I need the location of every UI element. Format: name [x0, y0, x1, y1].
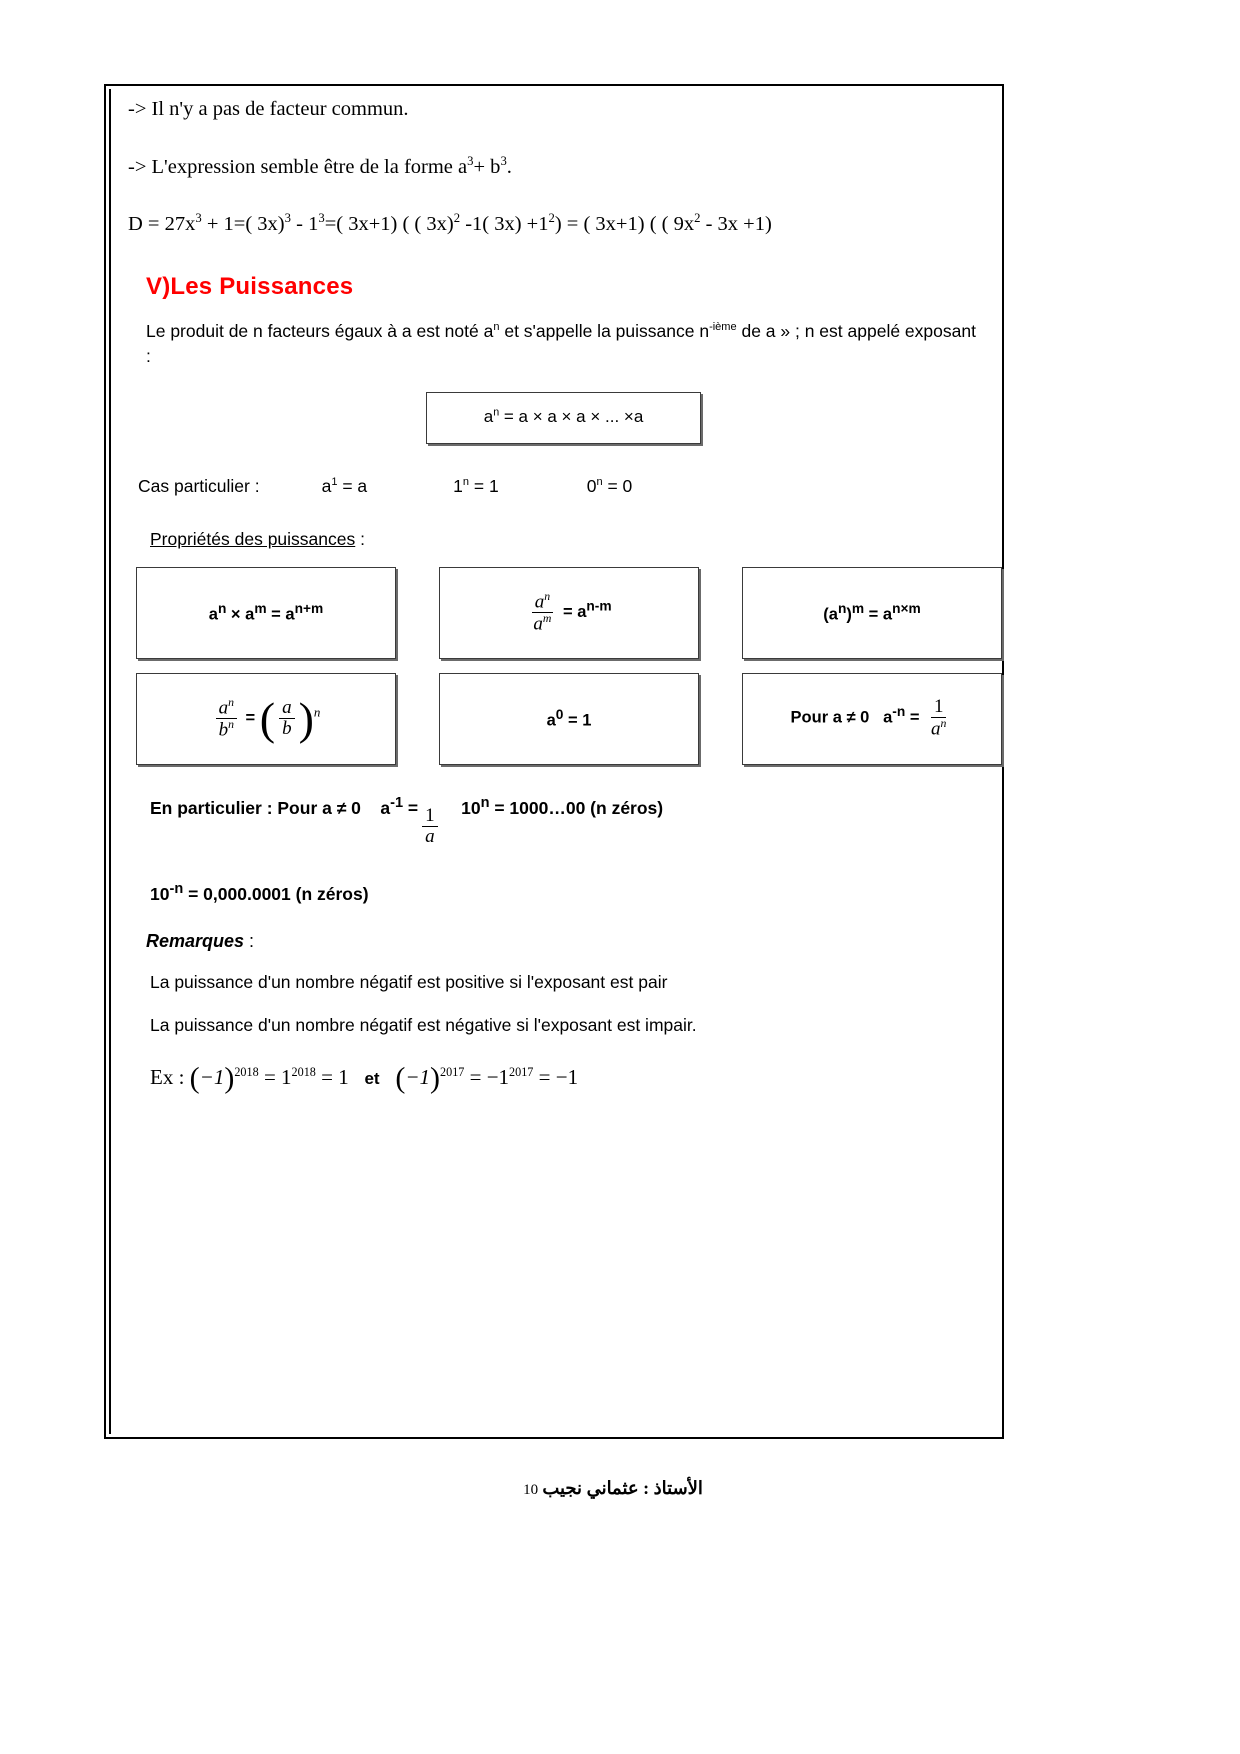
intro-line-2-pre: -> L'expression semble être de la forme a [128, 155, 468, 178]
prop3-base: a [828, 605, 838, 624]
property-box-quotient-of-powers [136, 673, 396, 765]
intro-line-2 [128, 154, 990, 182]
en-particulier-prefix: En particulier : Pour a ≠ 0 [150, 797, 361, 818]
eq-p1: D = 27x [128, 213, 196, 236]
example-left-close: ) [224, 1061, 235, 1095]
example-left-eq: = 1 [258, 1064, 292, 1089]
prop3-open: ( [823, 605, 829, 624]
prop1-op: × [226, 605, 246, 624]
prop4-eq: = [240, 708, 260, 727]
prop4-outer-sup: n [313, 704, 321, 720]
prop5-rest: = 1 [563, 711, 592, 730]
prop2-eq: = [558, 602, 578, 621]
intro-line-2-end: . [506, 155, 512, 178]
intro-p1: Le produit de n facteurs égaux à a est noté a [146, 321, 494, 342]
example-right-inner: −1 [405, 1064, 431, 1089]
en-particulier-num: 1 [422, 806, 438, 827]
prop4-rden: b [282, 718, 292, 740]
page-content [128, 96, 990, 1095]
eq-p2: + 1=( 3x) [201, 213, 285, 236]
example-left-eq-sup: 2018 [291, 1064, 316, 1079]
prop1-c-sup: n+m [294, 600, 324, 616]
prop6-prefix: Pour a ≠ 0 [790, 708, 870, 727]
prop-2-content [526, 591, 611, 635]
prop2-fraction [530, 591, 554, 635]
ten-negative-line [150, 881, 990, 905]
def-rest: = a × a × a × ... ×a [499, 407, 644, 427]
en-particulier-line [150, 795, 990, 848]
section-heading: V)Les Puissances [146, 273, 354, 301]
prop6-den [928, 718, 949, 739]
def-exp: n [493, 406, 500, 419]
eq-p3: - 1 [291, 213, 319, 236]
cas2-base: 1 [453, 475, 463, 496]
property-box-zero-exponent [439, 673, 699, 765]
prop2-res-sup: n-m [586, 598, 612, 614]
cas3-base: 0 [586, 475, 597, 496]
cas-case-1 [322, 476, 368, 496]
prop2-numerator [532, 591, 553, 613]
en-particulier-sup: -1 [390, 794, 404, 811]
ten-power-sup: n [480, 794, 490, 811]
prop2-den-sup: m [542, 612, 552, 626]
ten-neg-sup: -n [169, 881, 184, 898]
en-particulier-fraction [422, 806, 438, 847]
properties-title [150, 527, 990, 552]
cas-case-3 [587, 476, 633, 496]
intro-sup1: n [493, 321, 500, 334]
example-label: Ex : [150, 1064, 190, 1089]
example-right-eq-sup: 2017 [509, 1064, 534, 1079]
section-intro-paragraph [146, 319, 982, 370]
prop1-a-sup: n [217, 600, 227, 616]
ten-power-base: 10 [461, 797, 481, 818]
prop6-den-sup: n [940, 717, 947, 731]
example-line [150, 1061, 990, 1095]
eq-s2: 3 [284, 211, 291, 226]
property-box-quotient-same-base [439, 567, 699, 659]
page-footer [0, 1478, 1240, 1499]
page-number: 10 [523, 1482, 539, 1498]
prop2-num-sup: n [544, 589, 551, 603]
prop4-num-base: a [218, 697, 229, 719]
cas1-rest: = a [337, 475, 368, 496]
prop4-num [216, 697, 237, 719]
prop4-fraction-right [279, 698, 295, 739]
prop4-den-sup: n [228, 718, 234, 732]
definition-box [426, 392, 701, 444]
remark-line-2: La puissance d'un nombre négatif est négative si l'exposant est impair. [150, 1015, 697, 1036]
remark-line-1: La puissance d'un nombre négatif est positive si l'exposant est pair [150, 971, 668, 992]
prop6-num: 1 [931, 697, 947, 718]
ten-neg-base: 10 [150, 883, 170, 904]
prop4-rnum: a [279, 698, 295, 719]
ten-neg-rest: = 0,000.0001 (n zéros) [183, 883, 369, 904]
example-right-open: ( [395, 1061, 406, 1095]
prop2-num-base: a [534, 591, 545, 613]
property-box-product-same-base [136, 567, 396, 659]
cas2-rest: = 1 [469, 475, 499, 496]
prop2-res: a [577, 602, 587, 621]
remarques-heading [146, 931, 990, 952]
eq-p5: -1( 3x) +1 [460, 213, 549, 236]
intro-line-2-mid: + b [473, 155, 501, 178]
property-box-power-of-power [742, 567, 1002, 659]
remarques-word: Remarques [146, 930, 245, 951]
example-conjunction: et [364, 1068, 380, 1088]
ten-power-rest: = 1000…00 (n zéros) [489, 797, 664, 818]
prop3-close: ) [846, 605, 852, 624]
equation-d [128, 211, 990, 239]
property-box-negative-exponent [742, 673, 1002, 765]
prop1-a: a [208, 605, 218, 624]
prop5-sup: 0 [555, 706, 564, 722]
cas-particulier-line [138, 474, 990, 499]
prop1-b-sup: m [254, 600, 267, 616]
eq-p4: =( 3x+1) ( ( 3x) [324, 213, 454, 236]
prop6-sup: -n [892, 704, 906, 720]
en-particulier-den: a [425, 826, 435, 848]
cas1-base: a [321, 475, 332, 496]
prop3-eq: = [864, 605, 883, 624]
intro-p2: et s'appelle la puissance n [499, 321, 710, 342]
example-right-res: = −1 [533, 1064, 579, 1089]
prop2-den-base: a [533, 613, 543, 635]
eq-s6: 2 [694, 211, 701, 226]
prop4-fraction-left [216, 697, 237, 741]
cas3-exp: n [596, 475, 603, 488]
cas-label: Cas particulier : [138, 475, 260, 496]
eq-s1: 3 [195, 211, 202, 226]
en-particulier-base: a [380, 797, 391, 818]
prop4-paren-open: ( [259, 692, 276, 744]
prop4-num-sup: n [228, 695, 234, 709]
prop4-paren-close: ) [298, 692, 314, 744]
cas1-exp: 1 [331, 475, 338, 488]
prop-3-content [823, 601, 920, 625]
prop-4-content [212, 692, 321, 744]
intro-p3: de a » ; n est appelé exposant : [146, 321, 976, 367]
prop6-fraction [928, 697, 949, 739]
eq-s4: 2 [453, 211, 461, 226]
prop6-den-base: a [931, 718, 941, 740]
properties-title-colon: : [355, 529, 365, 550]
intro-block [128, 96, 990, 239]
prop1-c: a [285, 605, 295, 624]
eq-s3: 3 [318, 211, 325, 226]
example-right-close: ) [430, 1061, 441, 1095]
definition-content [484, 405, 644, 430]
example-left-inner: −1 [199, 1064, 225, 1089]
prop6-base: a [883, 708, 893, 727]
prop4-den [216, 719, 237, 740]
cas-case-2 [453, 476, 499, 496]
cas2-exp: n [462, 475, 470, 488]
prop5-base: a [546, 711, 556, 730]
cas3-rest: = 0 [602, 475, 633, 496]
example-left-open: ( [189, 1061, 200, 1095]
prop1-b: a [245, 605, 255, 624]
example-left-sup: 2018 [234, 1064, 259, 1079]
properties-title-text: Propriétés des puissances [150, 529, 356, 550]
intro-sup2: -ième [709, 321, 737, 334]
example-left-res: = 1 [315, 1064, 349, 1089]
intro-line-1: -> Il n'y a pas de facteur commun. [128, 98, 409, 120]
properties-grid [136, 567, 1002, 765]
en-particulier-eq: = [403, 797, 419, 818]
example-right-eq: = −1 [464, 1064, 510, 1089]
def-base: a [483, 407, 494, 427]
prop1-eq: = [266, 605, 286, 624]
prop3-res-sup: n×m [892, 600, 921, 616]
prop-5-content [547, 707, 592, 731]
prop3-base-sup: n [837, 600, 847, 616]
eq-p6: ) = ( 3x+1) ( ( 9x [554, 213, 695, 236]
intro-line-2-sup-b: 3 [500, 153, 507, 168]
prop2-denominator [530, 613, 554, 634]
teacher-name: الأستاذ : عثماني نجيب [542, 1478, 703, 1498]
prop3-res: a [882, 605, 893, 624]
prop-6-content [791, 697, 954, 739]
example-right-sup: 2017 [440, 1064, 465, 1079]
remarques-colon: : [244, 930, 255, 951]
prop4-den-base: b [218, 719, 229, 741]
prop6-eq: = [905, 708, 925, 727]
eq-s5: 2 [548, 211, 555, 226]
eq-p7: - 3x +1) [700, 213, 772, 236]
intro-line-2-sup-a: 3 [467, 153, 474, 168]
prop3-outer-sup: m [851, 600, 865, 616]
prop-1-content [209, 601, 323, 625]
